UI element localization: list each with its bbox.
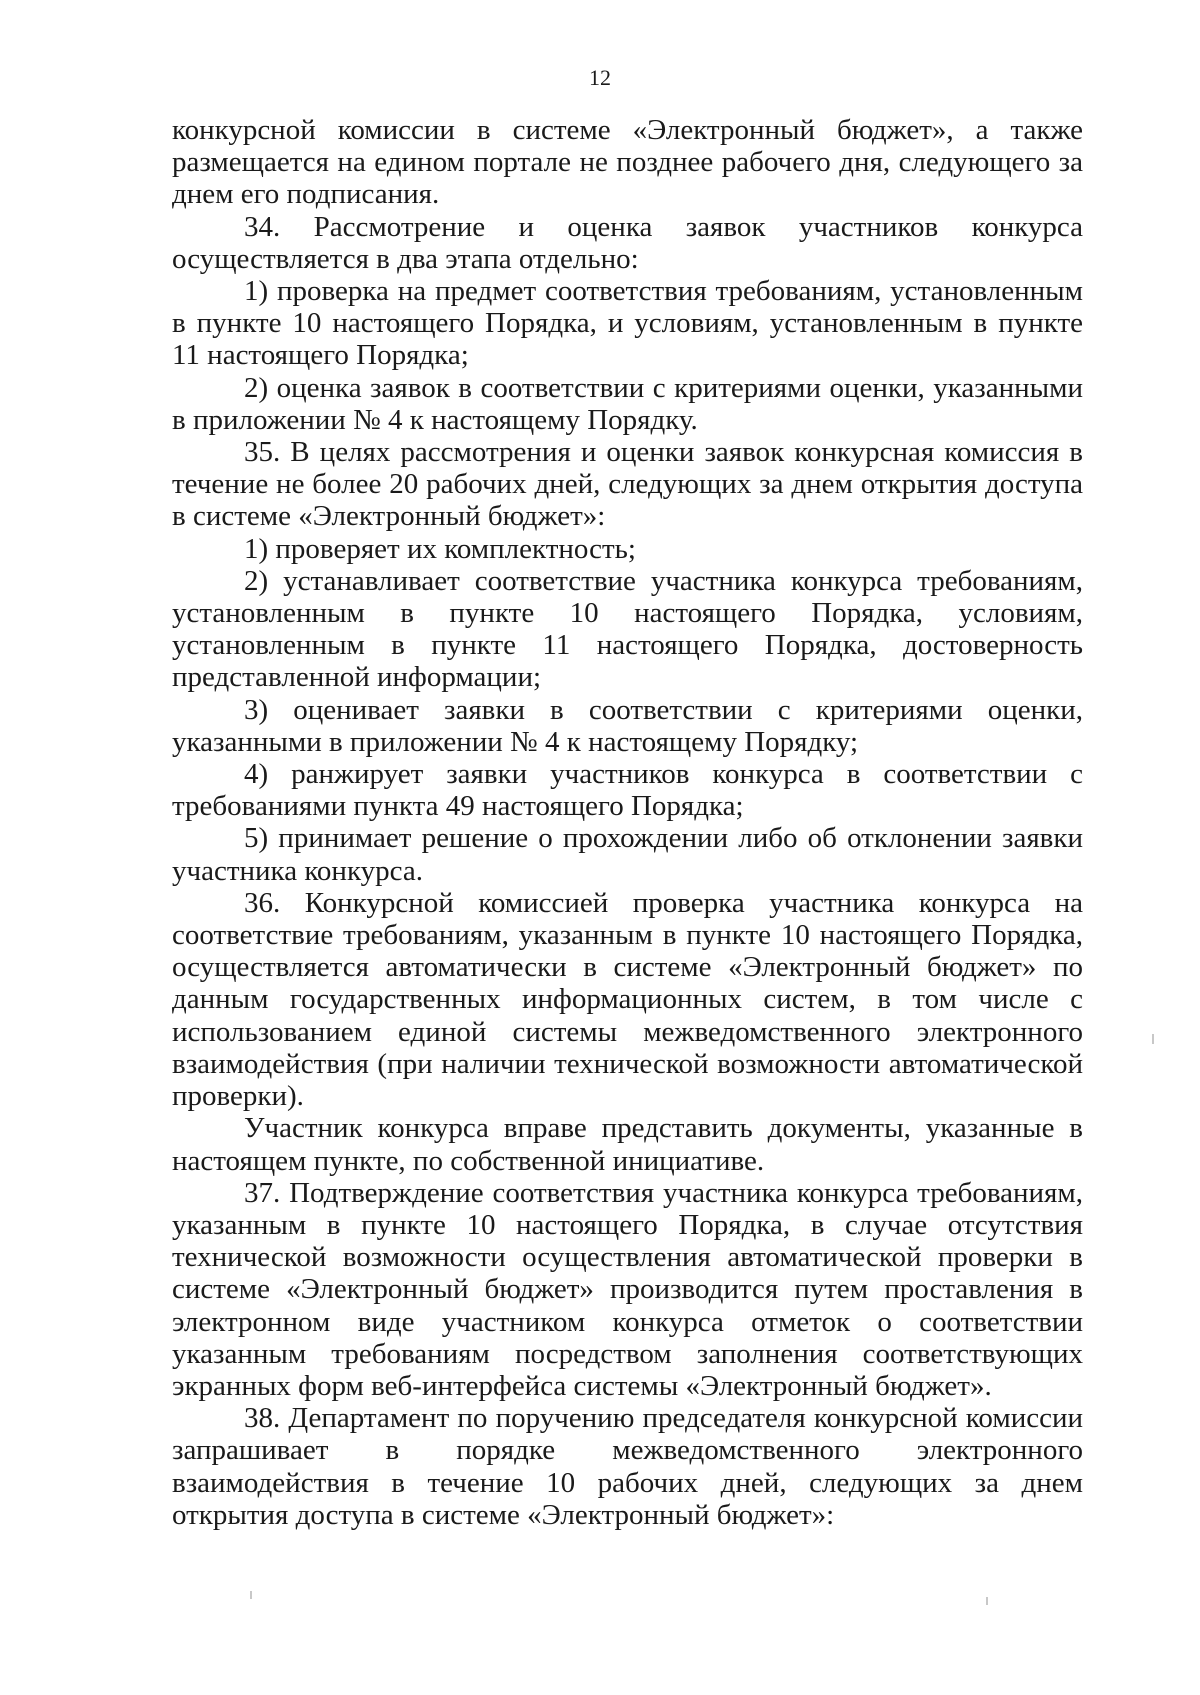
page-number: 12 [589, 65, 611, 90]
scan-artifact-bottom-right [986, 1597, 988, 1605]
paragraph-34-item-2: 2) оценка заявок в соответствии с критериями оценки, указанными в приложении № 4 к настоящему Порядку. [172, 371, 1083, 436]
paragraph-35-item-3: 3) оценивает заявки в соответствии с критериями оценки, указанными в приложении № 4 к настоящему Порядку; [172, 693, 1083, 758]
paragraph-35-item-5: 5) принимает решение о прохождении либо об отклонении заявки участника конкурса. [172, 822, 1083, 887]
paragraph-35: 35. В целях рассмотрения и оценки заявок конкурсная комиссия в течение не более 20 рабочих дней, следующих за днем открытия доступа в системе «Электронный бюджет»: [172, 436, 1083, 533]
paragraph-37: 37. Подтверждение соответствия участника конкурса требованиям, указанным в пункте 10 настоящего Порядка, в случае отсутствия технической возможности осуществления автоматической проверки в системе «Электронный бюджет» производится путем проставления в электронном виде участником конкурса отметок о соответствии указанным требованиям посредством заполнения соответствующих экранных форм веб-интерфейса системы «Электронный бюджет». [172, 1176, 1083, 1402]
scan-artifact-right [1152, 1034, 1154, 1044]
paragraph-35-item-2: 2) устанавливает соответствие участника конкурса требованиям, установленным в пункте 10 настоящего Порядка, условиям, установленным в пункте 11 настоящего Порядка, достоверность представленной информации; [172, 564, 1083, 694]
paragraph-34-item-1: 1) проверка на предмет соответствия требованиям, установленным в пункте 10 настоящего Порядка, и условиям, установленным в пункте 11 настоящего Порядка; [172, 275, 1083, 372]
paragraph-continuation: конкурсной комиссии в системе «Электронный бюджет», а также размещается на едином портале не позднее рабочего дня, следующего за днем его подписания. [172, 114, 1083, 211]
document-text [172, 114, 1083, 1531]
paragraph-36-note: Участник конкурса вправе представить документы, указанные в настоящем пункте, по собственной инициативе. [172, 1112, 1083, 1177]
paragraph-36: 36. Конкурсной комиссией проверка участника конкурса на соответствие требованиям, указанным в пункте 10 настоящего Порядка, осуществляется автоматически в системе «Электронный бюджет» по данным государственных информационных систем, в том числе с использованием единой системы межведомственного электронного взаимодействия (при наличии технической возможности автоматической проверки). [172, 886, 1083, 1113]
paragraph-38: 38. Департамент по поручению председателя конкурсной комиссии запрашивает в порядке межведомственного электронного взаимодействия в течение 10 рабочих дней, следующих за днем открытия доступа в системе «Электронный бюджет»: [172, 1402, 1083, 1531]
paragraph-34: 34. Рассмотрение и оценка заявок участников конкурса осуществляется в два этапа отдельно: [172, 210, 1083, 275]
paragraph-35-item-1: 1) проверяет их комплектность; [244, 532, 636, 565]
scan-artifact-bottom-left [250, 1591, 252, 1599]
paragraph-35-item-4: 4) ранжирует заявки участников конкурса в соответствии с требованиями пункта 49 настоящего Порядка; [172, 758, 1083, 823]
